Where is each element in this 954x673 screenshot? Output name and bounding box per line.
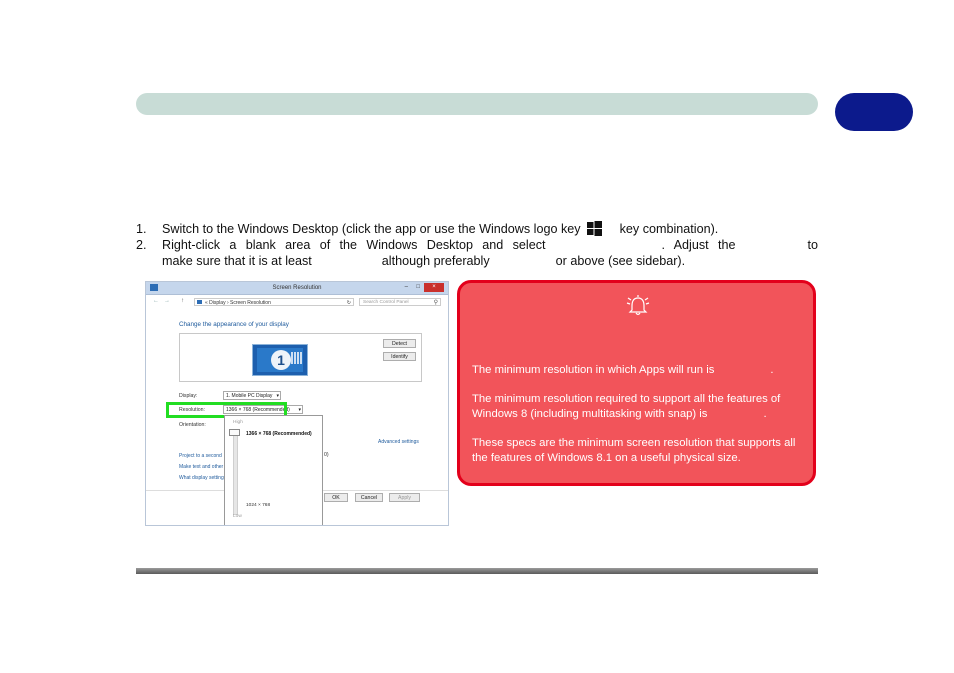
step-number: 2. [136, 238, 147, 252]
step-text: Switch to the Windows Desktop (click the app or use the Windows logo key [162, 222, 581, 236]
back-icon[interactable]: ← [153, 298, 159, 304]
resolution-slider-track[interactable] [233, 431, 238, 515]
grid-icon [291, 352, 303, 364]
windows-logo-icon [587, 221, 602, 236]
minimize-button[interactable]: – [404, 284, 408, 290]
project-link[interactable]: Project to a second [179, 453, 222, 459]
address-bar [148, 296, 446, 308]
partial-text: 0) [324, 452, 329, 458]
breadcrumb[interactable] [194, 298, 354, 306]
up-icon[interactable]: ↑ [181, 298, 184, 304]
monitor-screen [257, 348, 303, 372]
section-title: Change the appearance of your display [179, 321, 289, 328]
search-input[interactable] [359, 298, 441, 306]
folder-icon [197, 300, 202, 304]
step-text: to [807, 238, 818, 252]
resolution-value: 1366 × 768 (Recommended) [226, 407, 290, 413]
step-text: or above (see sidebar). [555, 254, 686, 268]
step-1 [136, 221, 818, 237]
forward-icon[interactable]: → [164, 298, 170, 304]
step-text-end: key combination). [619, 222, 719, 236]
apply-button[interactable]: Apply [389, 493, 420, 502]
header-bar [136, 93, 818, 115]
instructions [136, 221, 818, 269]
maximize-button[interactable]: □ [416, 284, 420, 290]
note-text: The minimum resolution required to support all the features of Windows 8 (including multitasking with snap) is [472, 393, 781, 420]
display-settings-link[interactable]: What display setting [179, 475, 224, 481]
ok-button[interactable]: OK [324, 493, 348, 502]
breadcrumb-text: « Display › Screen Resolution [205, 300, 271, 306]
screen-resolution-screenshot [145, 281, 449, 526]
step-text: . Adjust the [661, 238, 736, 252]
note-text: The minimum resolution in which Apps will run is [472, 364, 715, 376]
step-text: although preferably [381, 254, 490, 268]
resolution-dropdown [224, 415, 323, 526]
high-label: High [233, 420, 243, 425]
display-label: Display: [179, 393, 198, 399]
detect-button[interactable]: Detect [383, 339, 416, 348]
make-text-link[interactable]: Make text and other [179, 464, 224, 470]
note-box [457, 280, 816, 486]
note-text: . [763, 408, 767, 420]
close-button[interactable]: × [424, 283, 444, 292]
resolution-label: Resolution: [179, 407, 205, 413]
note-paragraph-3: These specs are the minimum screen resolution that supports all the features of Windows 8.1 on a useful physical size. [472, 437, 796, 464]
step-text: Right-click a blank area of the Windows Desktop and select [162, 238, 546, 252]
display-select[interactable] [223, 391, 281, 400]
identify-button[interactable]: Identify [383, 352, 416, 361]
bell-icon [625, 294, 651, 318]
step-2 [136, 237, 818, 269]
orientation-label: Orientation: [179, 422, 206, 428]
note-text: . [770, 364, 774, 376]
step-number: 1. [136, 222, 147, 236]
monitor-number: 1 [271, 350, 291, 370]
note-paragraph-1 [472, 363, 803, 378]
chapter-badge [835, 93, 913, 131]
display-value: 1. Mobile PC Display [226, 393, 273, 399]
window-title: Screen Resolution [272, 285, 322, 291]
low-label: Low [233, 514, 242, 519]
refresh-icon[interactable]: ↻ [346, 300, 351, 306]
search-placeholder: Search Control Panel [363, 300, 409, 305]
chevron-down-icon: ▾ [298, 407, 301, 413]
recommended-resolution[interactable]: 1366 × 768 (Recommended) [246, 431, 312, 437]
title-bar [146, 282, 448, 295]
advanced-settings-link[interactable]: Advanced settings [378, 439, 419, 445]
resolution-slider-thumb[interactable] [229, 429, 240, 436]
note-paragraph-2 [472, 392, 803, 422]
cancel-button[interactable]: Cancel [355, 493, 383, 502]
step-text: make sure that it is at least [162, 254, 312, 268]
footer-bar [136, 568, 818, 574]
low-resolution[interactable]: 1024 × 768 [246, 503, 271, 508]
monitor-icon[interactable] [252, 344, 308, 376]
search-icon: ⚲ [433, 300, 438, 306]
chevron-down-icon: ▾ [276, 393, 279, 399]
